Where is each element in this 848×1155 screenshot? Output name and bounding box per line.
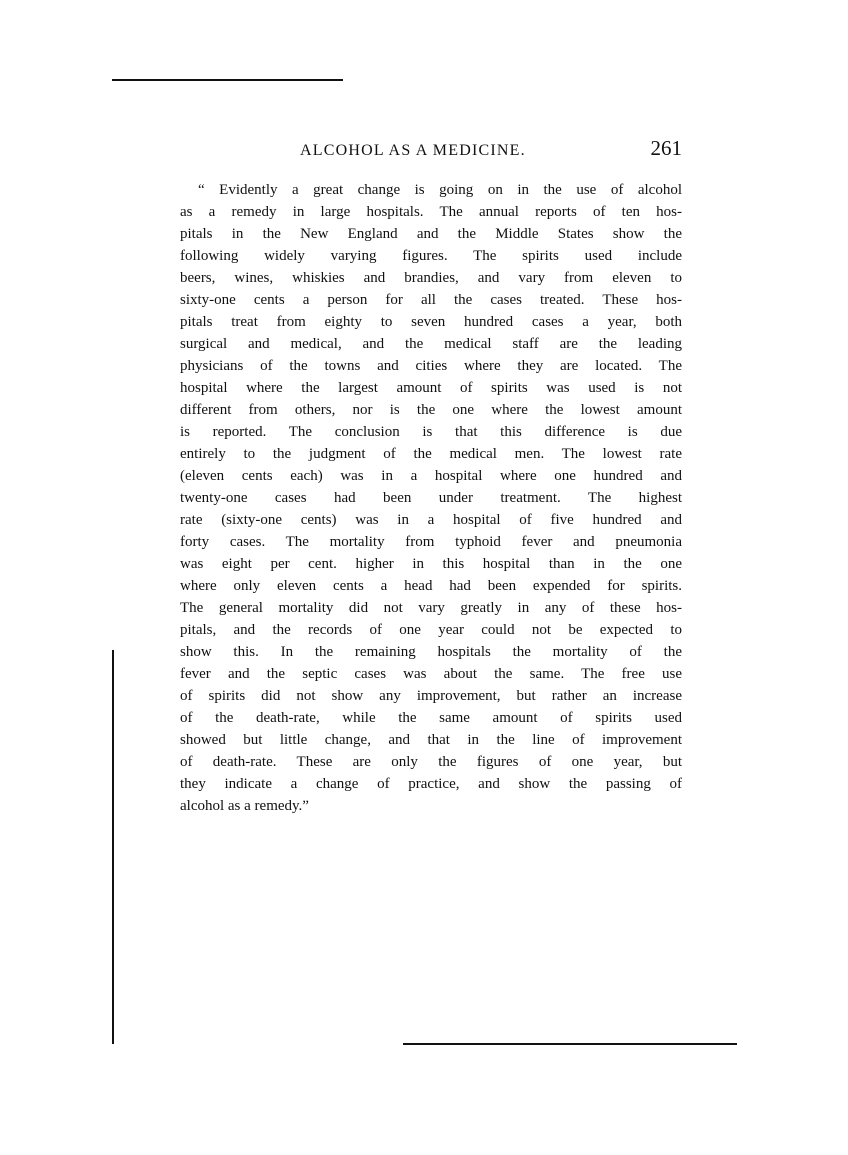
body-paragraph (180, 179, 682, 817)
text-line: of the death-rate, while the same amount of spirits used (180, 710, 682, 726)
text-line: different from others, nor is the one where the lowest amount (180, 402, 682, 418)
running-head (180, 136, 682, 166)
text-line: of spirits did not show any improvement, but rather an increase (180, 688, 682, 704)
text-line: rate (sixty-one cents) was in a hospital of five hundred and (180, 512, 682, 528)
text-line: “ Evidently a great change is going on in the use of alcohol (198, 182, 682, 198)
text-line: beers, wines, whiskies and brandies, and vary from eleven to (180, 270, 682, 286)
text-line: was eight per cent. higher in this hospital than in the one (180, 556, 682, 572)
text-line: pitals in the New England and the Middle States show the (180, 226, 682, 242)
text-line: forty cases. The mortality from typhoid fever and pneumonia (180, 534, 682, 550)
text-line: alcohol as a remedy.” (180, 798, 309, 814)
text-line: pitals treat from eighty to seven hundred cases a year, both (180, 314, 682, 330)
text-line: as a remedy in large hospitals. The annual reports of ten hos- (180, 204, 682, 220)
top-rule (112, 79, 343, 81)
page-number: 261 (650, 136, 682, 160)
bottom-rule (403, 1043, 737, 1045)
text-line: entirely to the judgment of the medical men. The lowest rate (180, 446, 682, 462)
text-line: The general mortality did not vary greatly in any of these hos- (180, 600, 682, 616)
text-line: (eleven cents each) was in a hospital where one hundred and (180, 468, 682, 484)
text-line: is reported. The conclusion is that this difference is due (180, 424, 682, 440)
text-line: showed but little change, and that in the line of improvement (180, 732, 682, 748)
left-margin-rule (112, 650, 114, 1044)
running-title: ALCOHOL AS A MEDICINE. (300, 142, 526, 159)
text-line: fever and the septic cases was about the same. The free use (180, 666, 682, 682)
text-line: show this. In the remaining hospitals the mortality of the (180, 644, 682, 660)
text-line: of death-rate. These are only the figures of one year, but (180, 754, 682, 770)
text-line: pitals, and the records of one year could not be expected to (180, 622, 682, 638)
text-line: physicians of the towns and cities where they are located. The (180, 358, 682, 374)
text-line: sixty-one cents a person for all the cases treated. These hos- (180, 292, 682, 308)
text-line: following widely varying figures. The spirits used include (180, 248, 682, 264)
text-line: they indicate a change of practice, and show the passing of (180, 776, 682, 792)
text-line: hospital where the largest amount of spirits was used is not (180, 380, 682, 396)
text-line: surgical and medical, and the medical staff are the leading (180, 336, 682, 352)
text-line: twenty-one cases had been under treatment. The highest (180, 490, 682, 506)
text-line: where only eleven cents a head had been expended for spirits. (180, 578, 682, 594)
